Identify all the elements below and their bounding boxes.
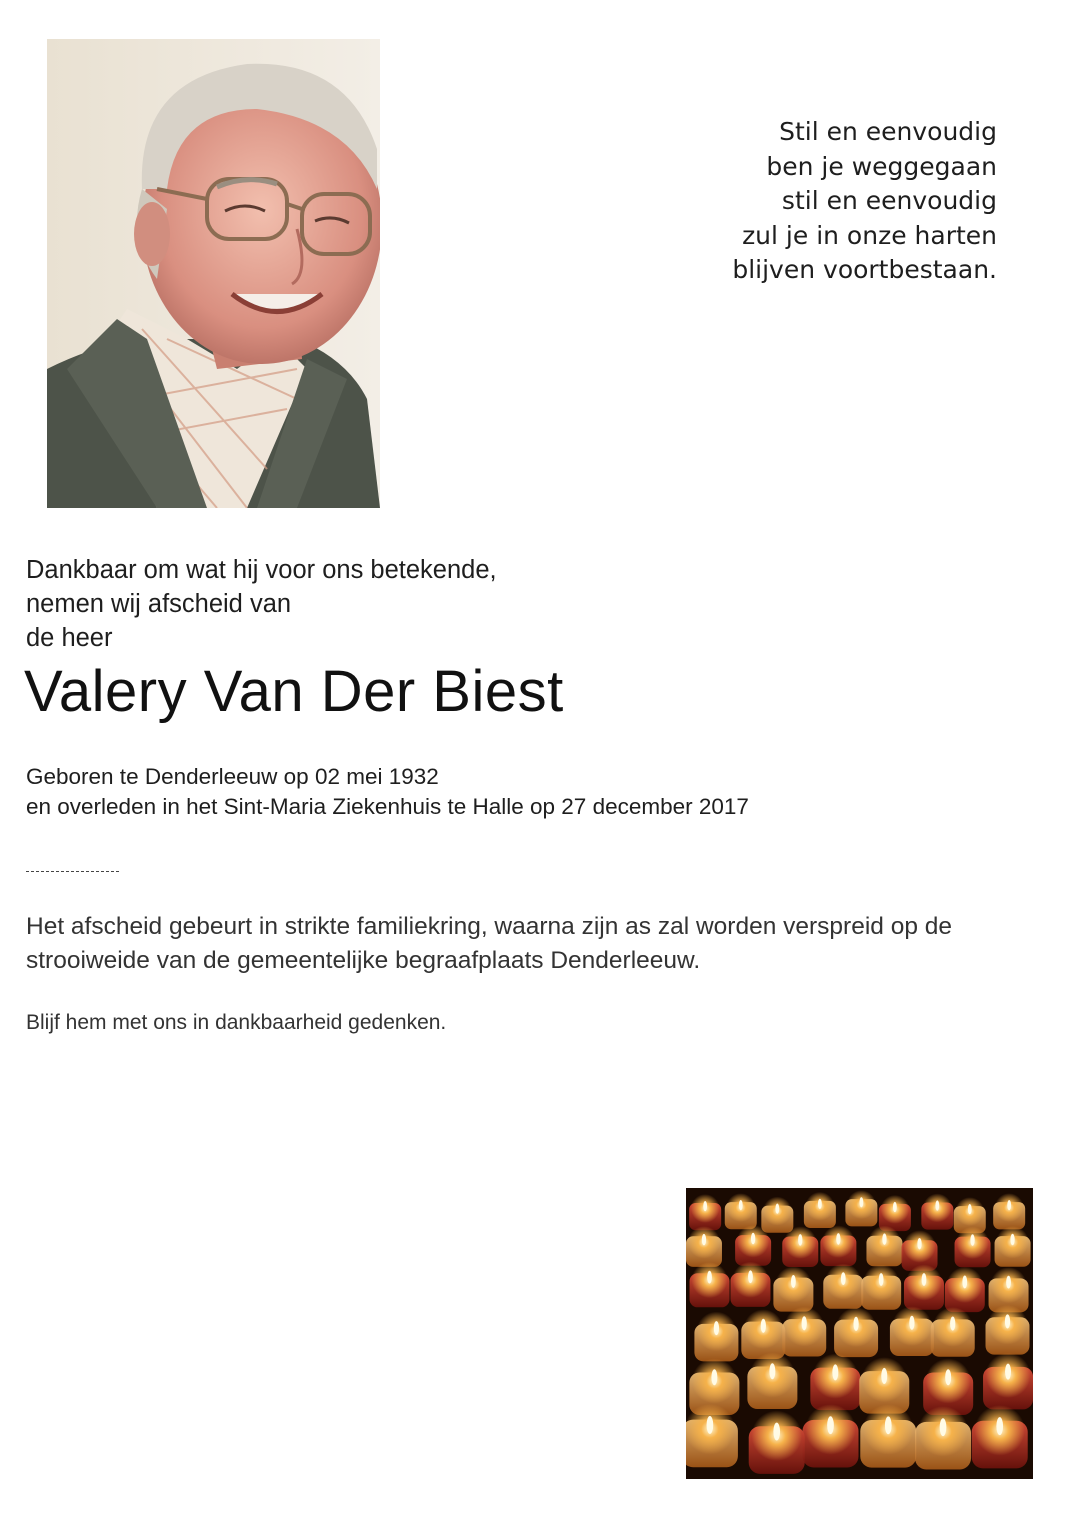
candle-flame: [917, 1238, 921, 1250]
intro-line: nemen wij afscheid van: [26, 590, 292, 618]
candle-flame: [882, 1233, 886, 1245]
candle-flame: [1005, 1364, 1011, 1380]
candle-flame: [945, 1369, 951, 1385]
closing-text: Blijf hem met ons in dankbaarheid gedenken.: [26, 1011, 447, 1034]
portrait-photo: [47, 39, 380, 508]
candle-flame: [707, 1416, 714, 1434]
intro-line: de heer: [26, 624, 113, 652]
poem-line: Stil en eenvoudig: [779, 117, 997, 146]
candle-flame: [739, 1200, 743, 1210]
poem-line: stil en eenvoudig: [781, 186, 997, 215]
ceremony-text: Het afscheid gebeurt in strikte familiekring, waarna zijn as zal worden verspreid op de strooiweide van de gemeentelijke begraafplaats Denderleeuw.: [26, 913, 953, 974]
candle-flame: [703, 1201, 707, 1211]
candle-flame: [996, 1417, 1003, 1435]
candle-flame: [798, 1234, 802, 1246]
candles-illustration: [686, 1188, 1033, 1479]
birth-line: Geboren te Denderleeuw op 02 mei 1932: [26, 764, 439, 789]
candle-flame: [761, 1319, 766, 1333]
candles-photo: [686, 1188, 1033, 1479]
candle-flame: [827, 1416, 834, 1434]
candle-flame: [922, 1273, 927, 1286]
candle-flame: [748, 1270, 753, 1283]
candle-flame: [881, 1368, 887, 1384]
death-line: en overleden in het Sint-Maria Ziekenhuis te Halle op 27 december 2017: [26, 794, 749, 819]
candle-flame: [836, 1233, 840, 1245]
life-dates: [26, 762, 749, 822]
poem-line: blijven voortbestaan.: [732, 255, 997, 284]
candle-flame: [940, 1418, 947, 1436]
candle-flame: [970, 1234, 974, 1246]
intro-line: Dankbaar om wat hij voor ons betekende,: [26, 556, 497, 584]
portrait-illustration: [47, 39, 380, 508]
deceased-name: Valery Van Der Biest: [24, 659, 564, 724]
candle-flame: [935, 1200, 939, 1210]
candle-flame: [702, 1234, 706, 1246]
candle-flame: [769, 1363, 775, 1379]
poem-line: zul je in onze harten: [742, 220, 997, 250]
candle-flame: [714, 1321, 719, 1335]
candle-flame: [707, 1271, 712, 1284]
candle-flame: [711, 1369, 717, 1385]
candle-flame: [775, 1204, 779, 1214]
candle-flame: [893, 1202, 897, 1212]
candle-flame: [853, 1317, 858, 1331]
candle-flame: [968, 1204, 972, 1214]
candle-flame: [909, 1316, 914, 1330]
candle-flame: [791, 1275, 796, 1288]
candle-flame: [818, 1199, 822, 1209]
candle-flame: [802, 1316, 807, 1330]
poem-line: ben je weggegaan: [766, 151, 997, 181]
candle-flame: [1010, 1234, 1014, 1246]
intro-text: [26, 553, 497, 655]
candle-flame: [751, 1233, 755, 1245]
candle-flame: [1005, 1314, 1010, 1328]
candle-flame: [773, 1423, 780, 1441]
candle-flame: [841, 1272, 846, 1285]
candle-flame: [885, 1416, 892, 1434]
divider: [26, 871, 119, 872]
poem: [577, 115, 997, 288]
candle-flame: [832, 1364, 838, 1380]
candle-flame: [859, 1197, 863, 1207]
candle-flame: [950, 1317, 955, 1331]
candle-flame: [879, 1273, 884, 1286]
candle-flame: [1006, 1276, 1011, 1289]
candle-flame: [1007, 1200, 1011, 1210]
candle-flame: [962, 1276, 967, 1289]
